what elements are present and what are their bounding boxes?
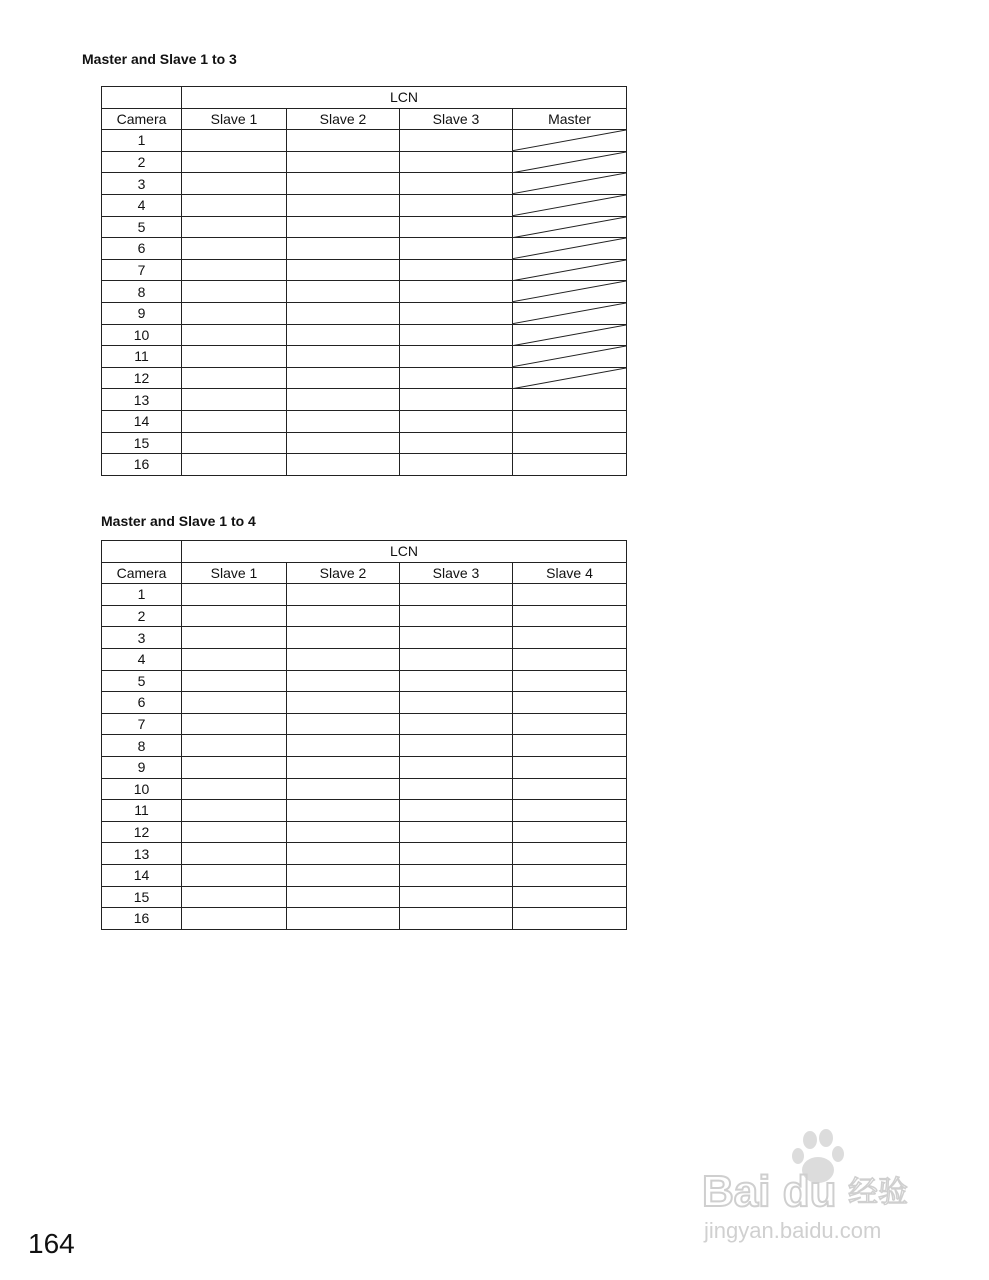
camera-number-cell: 9	[102, 302, 182, 324]
svg-text:经验: 经验	[848, 1175, 908, 1210]
table1-row	[102, 194, 627, 216]
lcn-entry-cell	[400, 324, 513, 346]
camera-number-cell: 1	[102, 130, 182, 152]
master-na-cell	[513, 194, 627, 216]
lcn-entry-cell	[287, 454, 400, 476]
table1-col-header: Master	[513, 108, 627, 130]
lcn-entry-cell	[513, 692, 627, 714]
lcn-entry-cell	[400, 389, 513, 411]
master-na-cell	[513, 259, 627, 281]
camera-number-cell: 7	[102, 713, 182, 735]
lcn-entry-cell	[287, 735, 400, 757]
table2-row	[102, 821, 627, 843]
lcn-entry-cell	[182, 756, 287, 778]
table2-row	[102, 735, 627, 757]
not-applicable-slash	[513, 217, 626, 238]
camera-number-cell: 4	[102, 648, 182, 670]
lcn-entry-cell	[287, 302, 400, 324]
lcn-entry-cell	[182, 670, 287, 692]
lcn-entry-cell	[513, 389, 627, 411]
lcn-entry-cell	[513, 756, 627, 778]
table1-camera-header: Camera	[102, 108, 182, 130]
not-applicable-slash	[513, 303, 626, 324]
camera-number-cell: 2	[102, 605, 182, 627]
master-na-cell	[513, 346, 627, 368]
master-na-cell	[513, 367, 627, 389]
table2-row	[102, 843, 627, 865]
camera-number-cell: 8	[102, 281, 182, 303]
table2-row	[102, 713, 627, 735]
lcn-entry-cell	[182, 713, 287, 735]
camera-number-cell: 10	[102, 324, 182, 346]
not-applicable-slash	[513, 195, 626, 216]
lcn-entry-cell	[513, 605, 627, 627]
lcn-entry-cell	[287, 410, 400, 432]
table1-group-header-row	[102, 87, 627, 109]
lcn-entry-cell	[400, 864, 513, 886]
table1-col-header: Slave 1	[182, 108, 287, 130]
camera-number-cell: 5	[102, 670, 182, 692]
table1-row	[102, 130, 627, 152]
table2-row	[102, 778, 627, 800]
master-na-cell	[513, 324, 627, 346]
lcn-entry-cell	[287, 670, 400, 692]
lcn-entry-cell	[182, 216, 287, 238]
lcn-entry-cell	[287, 908, 400, 930]
table2-row	[102, 692, 627, 714]
table2-row	[102, 886, 627, 908]
table2-row	[102, 627, 627, 649]
lcn-entry-cell	[400, 454, 513, 476]
table1-row	[102, 324, 627, 346]
table1-row	[102, 432, 627, 454]
lcn-entry-cell	[287, 173, 400, 195]
lcn-entry-cell	[400, 432, 513, 454]
camera-number-cell: 7	[102, 259, 182, 281]
lcn-entry-cell	[400, 778, 513, 800]
table1-row	[102, 302, 627, 324]
lcn-entry-cell	[287, 692, 400, 714]
lcn-entry-cell	[513, 670, 627, 692]
lcn-entry-cell	[400, 756, 513, 778]
lcn-entry-cell	[287, 346, 400, 368]
table1-row	[102, 238, 627, 260]
lcn-entry-cell	[182, 173, 287, 195]
lcn-entry-cell	[182, 281, 287, 303]
table1-row	[102, 410, 627, 432]
lcn-entry-cell	[287, 367, 400, 389]
not-applicable-slash	[513, 238, 626, 259]
table1	[101, 86, 627, 476]
lcn-entry-cell	[182, 627, 287, 649]
lcn-entry-cell	[400, 627, 513, 649]
lcn-entry-cell	[513, 864, 627, 886]
lcn-entry-cell	[182, 821, 287, 843]
camera-number-cell: 11	[102, 800, 182, 822]
lcn-entry-cell	[287, 627, 400, 649]
lcn-entry-cell	[400, 821, 513, 843]
lcn-entry-cell	[182, 151, 287, 173]
master-na-cell	[513, 130, 627, 152]
lcn-entry-cell	[182, 130, 287, 152]
not-applicable-slash	[513, 325, 626, 346]
camera-number-cell: 13	[102, 389, 182, 411]
lcn-entry-cell	[400, 238, 513, 260]
lcn-entry-cell	[182, 800, 287, 822]
lcn-entry-cell	[287, 713, 400, 735]
lcn-entry-cell	[400, 281, 513, 303]
camera-number-cell: 5	[102, 216, 182, 238]
lcn-entry-cell	[513, 800, 627, 822]
lcn-entry-cell	[182, 324, 287, 346]
lcn-entry-cell	[400, 735, 513, 757]
table2-camera-header: Camera	[102, 562, 182, 584]
lcn-entry-cell	[513, 627, 627, 649]
camera-number-cell: 2	[102, 151, 182, 173]
lcn-entry-cell	[182, 432, 287, 454]
lcn-entry-cell	[182, 389, 287, 411]
lcn-entry-cell	[182, 194, 287, 216]
lcn-entry-cell	[400, 410, 513, 432]
not-applicable-slash	[513, 130, 626, 151]
svg-text:Bai du: Bai du	[702, 1167, 837, 1216]
table2	[101, 540, 627, 930]
not-applicable-slash	[513, 173, 626, 194]
lcn-entry-cell	[287, 238, 400, 260]
lcn-entry-cell	[513, 778, 627, 800]
table1-title: Master and Slave 1 to 3	[82, 51, 237, 67]
table2-row	[102, 908, 627, 930]
lcn-entry-cell	[182, 584, 287, 606]
table1-row	[102, 454, 627, 476]
lcn-entry-cell	[287, 886, 400, 908]
table2-col-header: Slave 2	[287, 562, 400, 584]
camera-number-cell: 16	[102, 454, 182, 476]
table1-row	[102, 389, 627, 411]
lcn-entry-cell	[513, 843, 627, 865]
lcn-entry-cell	[182, 454, 287, 476]
lcn-entry-cell	[287, 778, 400, 800]
lcn-entry-cell	[287, 389, 400, 411]
master-na-cell	[513, 173, 627, 195]
lcn-entry-cell	[182, 410, 287, 432]
lcn-entry-cell	[400, 151, 513, 173]
lcn-entry-cell	[400, 605, 513, 627]
lcn-entry-cell	[513, 432, 627, 454]
table1-corner-cell	[102, 87, 182, 109]
baidu-jingyan-watermark-logo	[698, 1128, 938, 1248]
lcn-entry-cell	[400, 843, 513, 865]
table1-row	[102, 151, 627, 173]
lcn-entry-cell	[513, 735, 627, 757]
lcn-entry-cell	[287, 324, 400, 346]
lcn-entry-cell	[400, 584, 513, 606]
table1-row	[102, 367, 627, 389]
not-applicable-slash	[513, 368, 626, 389]
lcn-entry-cell	[400, 648, 513, 670]
lcn-entry-cell	[400, 302, 513, 324]
lcn-entry-cell	[287, 151, 400, 173]
table1-col-header: Slave 2	[287, 108, 400, 130]
table2-row	[102, 864, 627, 886]
camera-number-cell: 3	[102, 627, 182, 649]
lcn-entry-cell	[513, 648, 627, 670]
table2-lcn-header: LCN	[182, 541, 627, 563]
master-na-cell	[513, 281, 627, 303]
not-applicable-slash	[513, 346, 626, 367]
lcn-entry-cell	[400, 908, 513, 930]
master-na-cell	[513, 151, 627, 173]
table2-row	[102, 756, 627, 778]
table1-lcn-header: LCN	[182, 87, 627, 109]
lcn-entry-cell	[513, 713, 627, 735]
camera-number-cell: 8	[102, 735, 182, 757]
lcn-entry-cell	[400, 670, 513, 692]
camera-number-cell: 16	[102, 908, 182, 930]
lcn-entry-cell	[400, 173, 513, 195]
camera-number-cell: 6	[102, 692, 182, 714]
lcn-entry-cell	[182, 648, 287, 670]
lcn-entry-cell	[182, 735, 287, 757]
lcn-entry-cell	[287, 864, 400, 886]
lcn-entry-cell	[287, 605, 400, 627]
lcn-entry-cell	[287, 259, 400, 281]
table2-col-header: Slave 3	[400, 562, 513, 584]
camera-number-cell: 14	[102, 410, 182, 432]
lcn-entry-cell	[400, 194, 513, 216]
lcn-entry-cell	[182, 259, 287, 281]
camera-number-cell: 15	[102, 432, 182, 454]
lcn-entry-cell	[400, 692, 513, 714]
camera-number-cell: 9	[102, 756, 182, 778]
lcn-entry-cell	[400, 216, 513, 238]
lcn-entry-cell	[287, 843, 400, 865]
lcn-entry-cell	[287, 800, 400, 822]
table2-title: Master and Slave 1 to 4	[101, 513, 256, 529]
lcn-entry-cell	[287, 194, 400, 216]
lcn-entry-cell	[182, 778, 287, 800]
master-na-cell	[513, 216, 627, 238]
lcn-entry-cell	[182, 864, 287, 886]
table1-col-header: Slave 3	[400, 108, 513, 130]
lcn-entry-cell	[182, 886, 287, 908]
table2-row	[102, 584, 627, 606]
lcn-entry-cell	[182, 908, 287, 930]
lcn-entry-cell	[513, 821, 627, 843]
lcn-entry-cell	[400, 346, 513, 368]
lcn-entry-cell	[182, 302, 287, 324]
not-applicable-slash	[513, 152, 626, 173]
lcn-entry-cell	[182, 605, 287, 627]
lcn-entry-cell	[400, 259, 513, 281]
lcn-entry-cell	[287, 432, 400, 454]
camera-number-cell: 12	[102, 821, 182, 843]
table2-row	[102, 648, 627, 670]
not-applicable-slash	[513, 260, 626, 281]
table2-column-header-row	[102, 562, 627, 584]
camera-number-cell: 10	[102, 778, 182, 800]
camera-number-cell: 1	[102, 584, 182, 606]
table2-col-header: Slave 1	[182, 562, 287, 584]
lcn-entry-cell	[182, 367, 287, 389]
lcn-entry-cell	[400, 713, 513, 735]
camera-number-cell: 3	[102, 173, 182, 195]
camera-number-cell: 15	[102, 886, 182, 908]
lcn-entry-cell	[513, 410, 627, 432]
svg-text:jingyan.baidu.com: jingyan.baidu.com	[704, 1218, 882, 1243]
camera-number-cell: 14	[102, 864, 182, 886]
camera-number-cell: 4	[102, 194, 182, 216]
table2-row	[102, 800, 627, 822]
lcn-entry-cell	[182, 238, 287, 260]
lcn-entry-cell	[513, 908, 627, 930]
table2-col-header: Slave 4	[513, 562, 627, 584]
lcn-entry-cell	[182, 843, 287, 865]
table2-row	[102, 670, 627, 692]
lcn-entry-cell	[287, 281, 400, 303]
lcn-entry-cell	[287, 584, 400, 606]
camera-number-cell: 12	[102, 367, 182, 389]
lcn-entry-cell	[287, 756, 400, 778]
lcn-entry-cell	[513, 886, 627, 908]
page-number: 164	[28, 1228, 75, 1259]
table1-row	[102, 216, 627, 238]
table2-group-header-row	[102, 541, 627, 563]
table1-column-header-row	[102, 108, 627, 130]
not-applicable-slash	[513, 281, 626, 302]
table2-row	[102, 605, 627, 627]
master-na-cell	[513, 238, 627, 260]
table1-row	[102, 346, 627, 368]
lcn-entry-cell	[287, 130, 400, 152]
table1-row	[102, 281, 627, 303]
lcn-entry-cell	[287, 216, 400, 238]
camera-number-cell: 6	[102, 238, 182, 260]
lcn-entry-cell	[400, 800, 513, 822]
lcn-entry-cell	[287, 821, 400, 843]
lcn-entry-cell	[400, 886, 513, 908]
lcn-entry-cell	[287, 648, 400, 670]
lcn-entry-cell	[182, 346, 287, 368]
table1-row	[102, 173, 627, 195]
lcn-entry-cell	[513, 454, 627, 476]
lcn-entry-cell	[400, 367, 513, 389]
master-na-cell	[513, 302, 627, 324]
camera-number-cell: 13	[102, 843, 182, 865]
lcn-entry-cell	[513, 584, 627, 606]
camera-number-cell: 11	[102, 346, 182, 368]
table1-row	[102, 259, 627, 281]
table2-corner-cell	[102, 541, 182, 563]
lcn-entry-cell	[400, 130, 513, 152]
lcn-entry-cell	[182, 692, 287, 714]
